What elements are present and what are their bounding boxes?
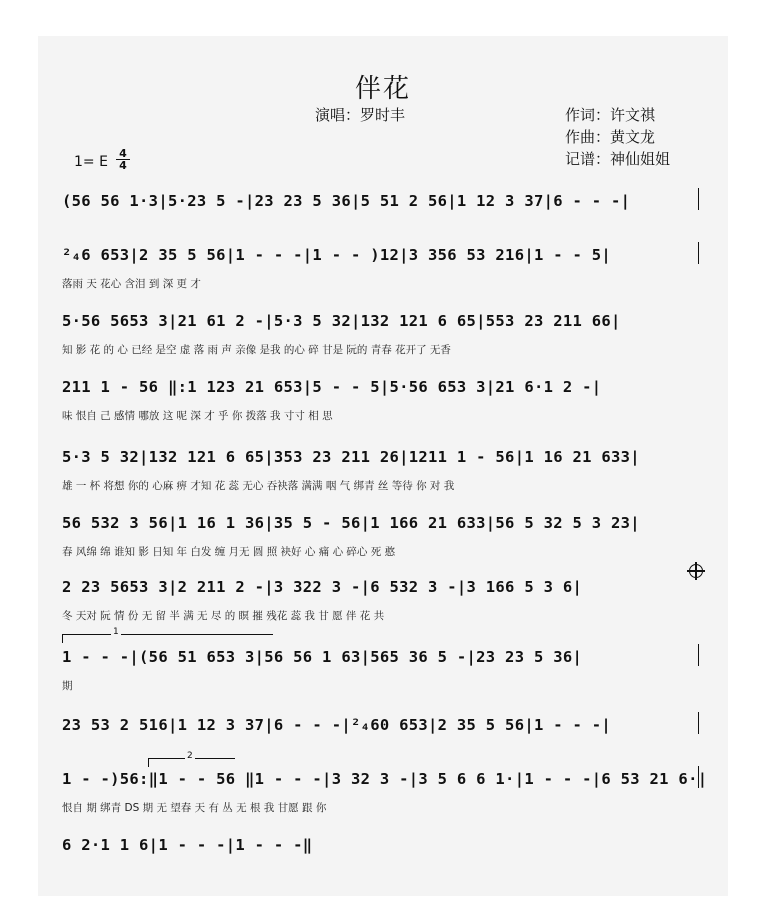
staff-row-7 — [62, 578, 702, 634]
notation-line: 5·56 5653 3|21 61 2 -|5·3 5 32|132 121 6 65|553 23 211 66| — [62, 312, 621, 330]
notation-line: 211 1 - 56 ‖:1 123 21 653|5 - - 5|5·56 653 3|21 6·1 2 -| — [62, 378, 602, 396]
notation-line: 6 2·1 1 6|1 - - -|1 - - -‖ — [62, 836, 313, 854]
barline — [698, 766, 699, 788]
lyric-line: 春 风绵 绵 谁知 影 日知 年 白发 缠 月无 圆 照 袂好 心 痛 心 碎心 死 憨 — [62, 546, 396, 558]
volta-bracket-2 — [148, 751, 235, 767]
time-signature — [116, 148, 130, 171]
notation-line: 56 532 3 56|1 16 1 36|35 5 - 56|1 166 21 633|56 5 32 5 3 23| — [62, 514, 640, 532]
notation-line: 2 23 5653 3|2 211 2 -|3 322 3 -|6 532 3 -|3 166 5 3 6| — [62, 578, 583, 596]
barline — [698, 644, 699, 666]
notation-line: ²₄6 653|2 35 5 56|1 - - -|1 - - )12|3 356 53 216|1 - - 5| — [62, 246, 612, 264]
lyric-line: 恨自 期 绑青 DS 期 无 望春 天 有 丛 无 根 我 甘愿 跟 你 — [62, 802, 327, 814]
lyric-line: 知 影 花 的 心 已经 是空 虚 落 雨 声 亲像 是我 的心 碎 甘是 阮的 青春 花开了 无香 — [62, 344, 451, 356]
notation-line: (56 56 1·3|5·23 5 -|23 23 5 36|5 51 2 56|1 12 3 37|6 - - -| — [62, 192, 631, 210]
singer-credit: 演唱：罗时丰 — [315, 106, 406, 124]
staff-row-1 — [62, 192, 702, 248]
barline — [698, 188, 699, 210]
volta-bracket-1 — [62, 627, 273, 643]
key-signature: 1= E — [74, 154, 108, 170]
time-signature-top: 4 — [116, 148, 130, 160]
coda-icon — [689, 564, 703, 578]
volta-number-2: 2 — [187, 751, 193, 761]
lyricist-credit: 作词：许文祺 — [565, 106, 656, 124]
time-signature-bottom: 4 — [119, 159, 127, 172]
volta-number-1: 1 — [113, 627, 119, 637]
lyric-line: 冬 天对 阮 情 份 无 留 半 满 无 尽 的 瞑 摧 残花 蕊 我 甘 愿 伴 花 共 — [62, 610, 385, 622]
notation-line: 23 53 2 516|1 12 3 37|6 - - -|²₄60 653|2 35 5 56|1 - - -| — [62, 716, 612, 734]
score-sheet — [38, 36, 728, 896]
staff-row-8 — [62, 648, 702, 704]
lyric-line: 雄 一 杯 将想 你的 心麻 痹 才知 花 蕊 无心 吞袂落 满满 咽 气 绑青 丝 等待 你 对 我 — [62, 480, 455, 492]
notation-line: 1 - -)56:‖1 - - 56 ‖1 - - -|3 32 3 -|3 5 6 6 1·|1 - - -|6 53 21 6·| — [62, 770, 708, 788]
notation-line: 1 - - -|(56 51 653 3|56 56 1 63|565 36 5 -|23 23 5 36| — [62, 648, 583, 666]
staff-row-3 — [62, 312, 702, 368]
barline — [698, 242, 699, 264]
staff-row-5 — [62, 448, 702, 504]
notation-line: 5·3 5 32|132 121 6 65|353 23 211 26|1211 1 - 56|1 16 21 633| — [62, 448, 640, 466]
staff-row-10 — [62, 770, 708, 826]
lyric-line: 落雨 天 花心 含泪 到 深 更 才 — [62, 278, 201, 290]
barline — [698, 712, 699, 734]
staff-row-4 — [62, 378, 702, 434]
staff-row-2 — [62, 246, 702, 302]
lyric-line: 味 恨自 己 感情 哪放 这 呢 深 才 乎 你 拨落 我 寸寸 相 思 — [62, 410, 333, 422]
staff-row-6 — [62, 514, 702, 570]
song-title: 伴花 — [354, 74, 411, 104]
composer-credit: 作曲：黄文龙 — [565, 128, 656, 146]
staff-row-11 — [62, 836, 702, 892]
transcriber-credit: 记谱：神仙姐姐 — [565, 150, 671, 168]
lyric-line: 期 — [62, 680, 73, 692]
